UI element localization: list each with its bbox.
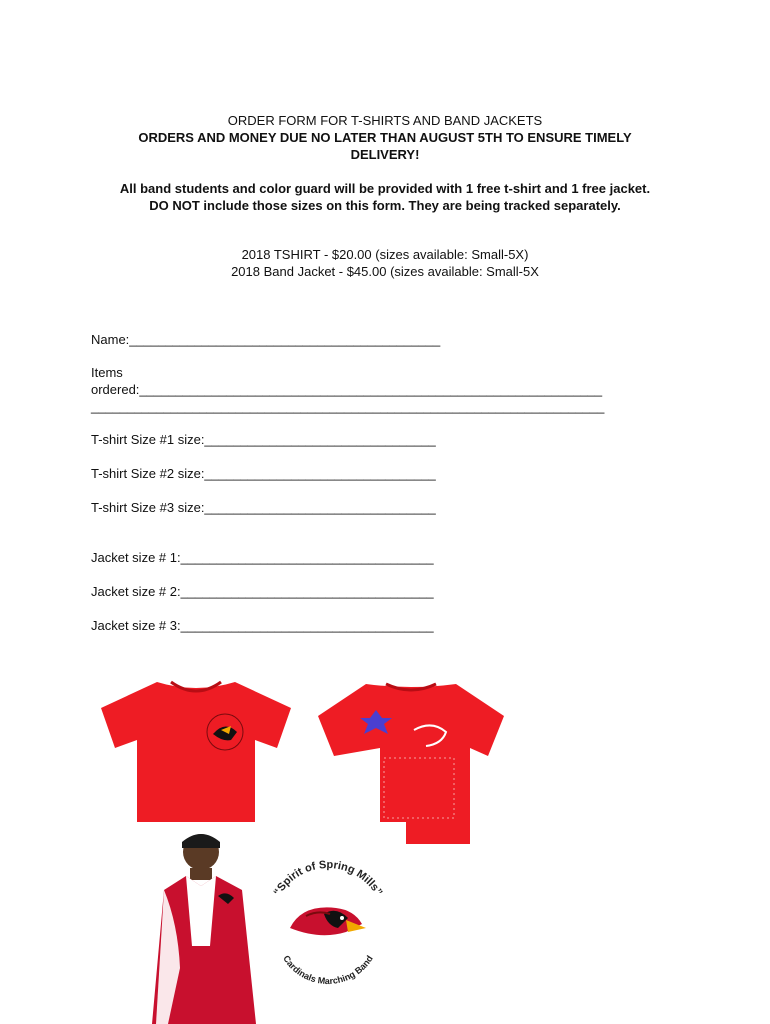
price-list [0,246,770,280]
tshirt-back-image [314,676,508,848]
notice-line-2: DO NOT include those sizes on this form. They are being tracked separately. [149,198,621,213]
svg-text:“Spirit of Spring Mills” [272,859,385,898]
tshirt-front-image [95,676,297,826]
tshirt-price: 2018 TSHIRT - $20.00 (sizes available: Small-5X) [241,247,529,262]
logo-top-text: “Spirit of Spring Mills” [271,858,385,899]
svg-text:Cardinals Marching Band [281,954,375,986]
cardinals-logo [262,858,394,986]
deadline-line-1: ORDERS AND MONEY DUE NO LATER THAN AUGUST 5TH TO ENSURE TIMELY [138,130,632,145]
items-ordered-line-2[interactable]: _______________________________________________________________________ [91,399,605,414]
items-label: Items [91,365,123,380]
jacket-size-3-field[interactable]: Jacket size # 3:___________________________________ [91,618,434,633]
name-field[interactable]: Name:___________________________________________ [91,332,441,347]
tshirt-size-3-field[interactable]: T-shirt Size #3 size:________________________________ [91,500,436,515]
tshirt-size-1-field[interactable]: T-shirt Size #1 size:________________________________ [91,432,436,447]
jacket-price: 2018 Band Jacket - $45.00 (sizes available: Small-5X [231,264,539,279]
jacket-size-1-field[interactable]: Jacket size # 1:___________________________________ [91,550,434,565]
deadline-line-2: DELIVERY! [350,147,420,162]
cardinal-bird-icon [290,907,366,935]
free-items-notice [0,180,770,214]
band-jacket-image [150,828,262,1024]
jacket-size-2-field[interactable]: Jacket size # 2:___________________________________ [91,584,434,599]
form-title: ORDER FORM FOR T-SHIRTS AND BAND JACKETS [227,113,543,128]
notice-line-1: All band students and color guard will be provided with 1 free t-shirt and 1 free jacket. [119,181,651,196]
items-ordered-field[interactable]: ordered:________________________________________________________________ [91,382,603,397]
form-header [0,112,770,163]
logo-bottom-text: Cardinals Marching Band [281,953,375,986]
tshirt-size-2-field[interactable]: T-shirt Size #2 size:________________________________ [91,466,436,481]
